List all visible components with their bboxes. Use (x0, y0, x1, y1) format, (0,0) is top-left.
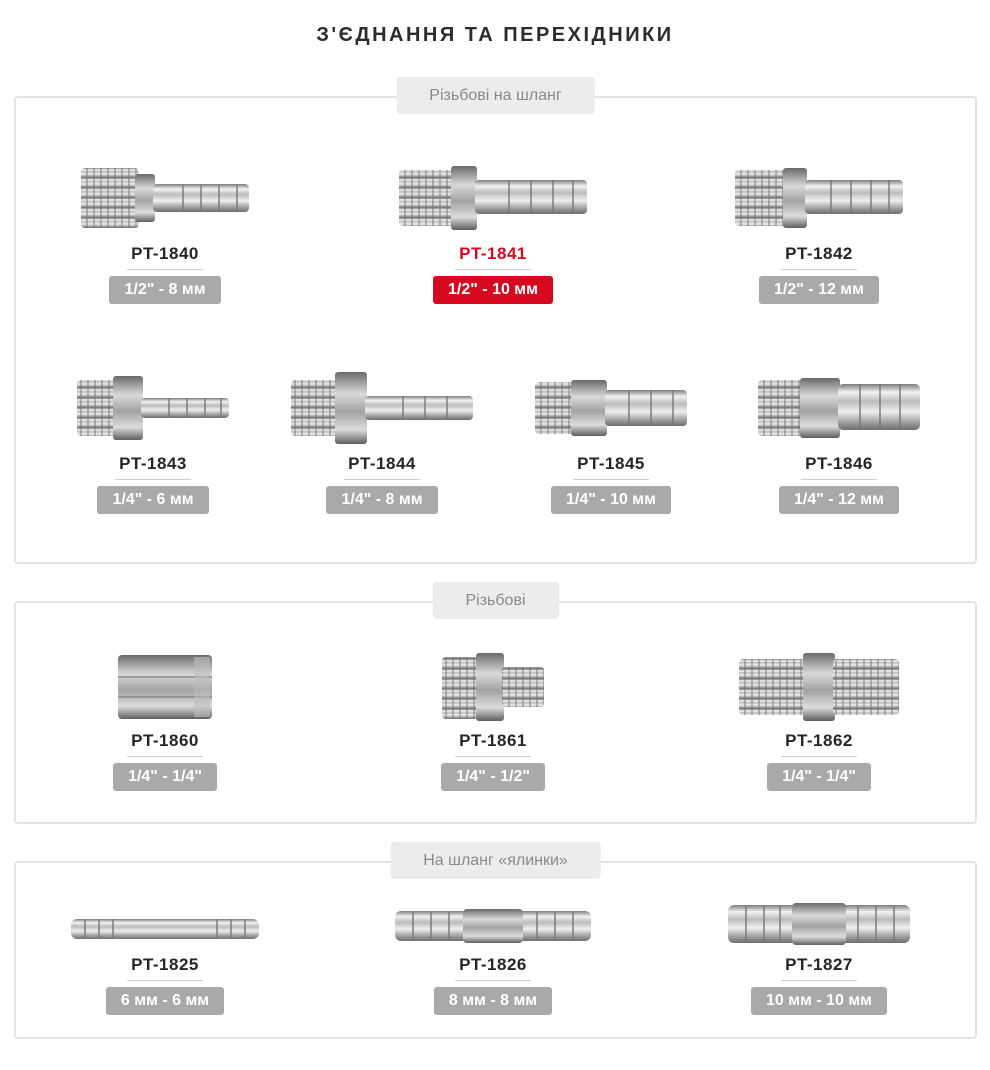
product-spec-badge: 1/4" - 8 мм (326, 486, 437, 514)
product-card-pt-1845[interactable] (511, 368, 711, 514)
product-card-pt-1862[interactable] (719, 649, 919, 791)
hex-coupling-icon (110, 649, 220, 725)
hose-barb-adapter-icon (73, 368, 233, 448)
group-tab-threaded[interactable]: Різьбові (432, 582, 558, 619)
hose-barb-adapter-icon (733, 158, 905, 238)
hose-splicer-icon (393, 903, 593, 949)
group-threaded-fittings (14, 592, 977, 824)
product-card-pt-1840[interactable] (65, 158, 265, 304)
product-spec-badge: 1/4" - 1/4" (113, 763, 217, 791)
reducing-nipple-icon (438, 649, 548, 725)
group-tab-hose-splicers[interactable]: На шланг «ялинки» (390, 842, 601, 879)
hose-splicer-icon (67, 909, 263, 949)
product-spec-badge: 8 мм - 8 мм (434, 987, 552, 1015)
product-spec-badge: 1/4" - 10 мм (551, 486, 671, 514)
hose-barb-adapter-icon (397, 158, 589, 238)
product-code: PT-1846 (801, 454, 877, 480)
product-card-pt-1861[interactable] (393, 649, 593, 791)
product-spec-badge: 1/2" - 12 мм (759, 276, 879, 304)
product-spec-badge: 10 мм - 10 мм (751, 987, 887, 1015)
product-spec-badge: 1/4" - 6 мм (97, 486, 208, 514)
product-card-pt-1844[interactable] (282, 368, 482, 514)
product-card-pt-1827[interactable] (719, 899, 919, 1015)
group-threaded-hose-adapters (14, 87, 977, 564)
group-tab-threaded-hose[interactable]: Різьбові на шланг (396, 77, 594, 114)
group-hose-splicers (14, 852, 977, 1039)
hex-nipple-icon (737, 649, 901, 725)
product-card-pt-1826[interactable] (393, 903, 593, 1015)
hose-barb-adapter-icon (79, 158, 251, 238)
product-card-pt-1842[interactable] (719, 158, 919, 304)
product-code: PT-1845 (573, 454, 649, 480)
product-spec-badge: 1/2" - 8 мм (109, 276, 220, 304)
product-card-pt-1860[interactable] (65, 649, 265, 791)
product-code: PT-1862 (781, 731, 857, 757)
product-spec-badge: 1/4" - 12 мм (779, 486, 899, 514)
product-code: PT-1841 (455, 244, 531, 270)
product-code: PT-1860 (127, 731, 203, 757)
product-card-pt-1825[interactable] (65, 909, 265, 1015)
product-code: PT-1843 (115, 454, 191, 480)
product-code: PT-1827 (781, 955, 857, 981)
product-card-pt-1843[interactable] (53, 368, 253, 514)
product-card-pt-1841[interactable] (393, 158, 593, 304)
product-card-pt-1846[interactable] (739, 368, 939, 514)
product-code: PT-1861 (455, 731, 531, 757)
product-code: PT-1840 (127, 244, 203, 270)
hose-barb-adapter-icon (533, 368, 689, 448)
product-spec-badge: 1/2" - 10 мм (433, 276, 553, 304)
hose-barb-adapter-icon (756, 368, 922, 448)
page-title: З'ЄДНАННЯ ТА ПЕРЕХІДНИКИ (316, 24, 674, 46)
product-spec-badge: 1/4" - 1/2" (441, 763, 545, 791)
product-code: PT-1842 (781, 244, 857, 270)
product-code: PT-1844 (344, 454, 420, 480)
hose-barb-adapter-icon (287, 368, 477, 448)
product-code: PT-1825 (127, 955, 203, 981)
product-spec-badge: 1/4" - 1/4" (767, 763, 871, 791)
hose-splicer-icon (726, 899, 912, 949)
product-code: PT-1826 (455, 955, 531, 981)
product-spec-badge: 6 мм - 6 мм (106, 987, 224, 1015)
